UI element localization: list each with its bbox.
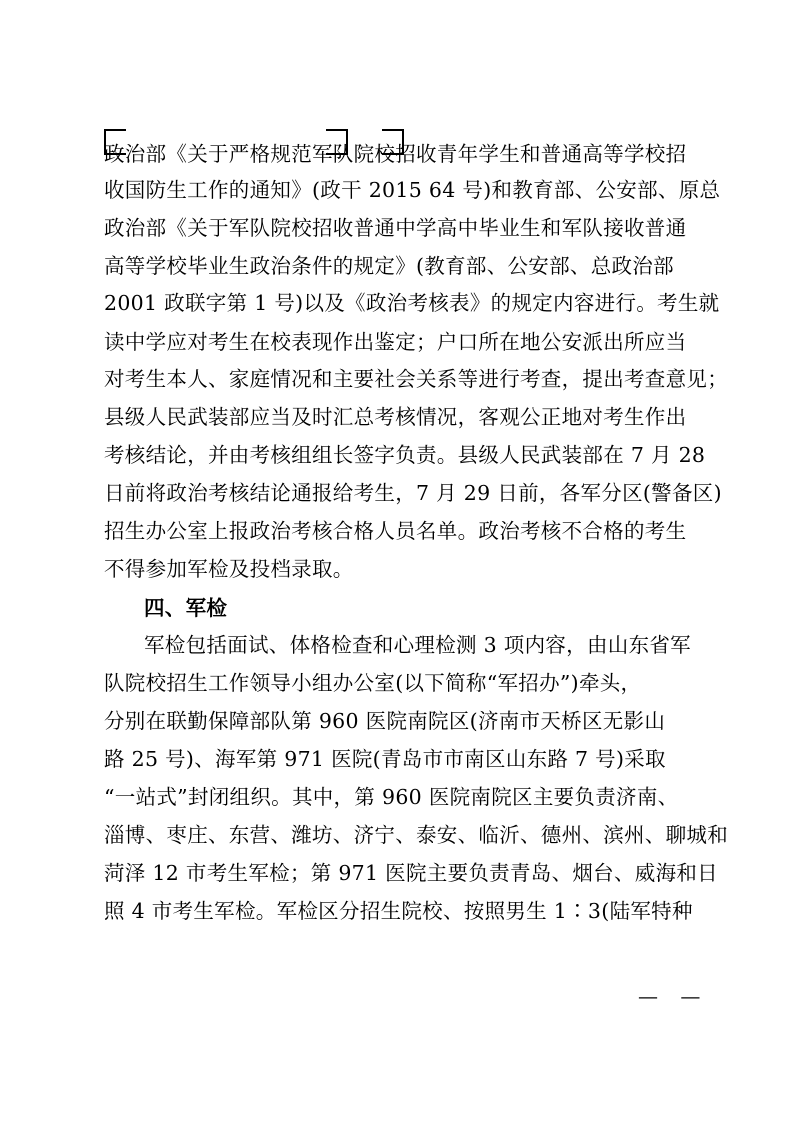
body-line-7: 对考生本人、家庭情况和主要社会关系等进行考查，提出考查意见； <box>104 367 728 391</box>
body-line-4: 高等学校毕业生政治条件的规定》(教育部、公安部、总政治部 <box>104 254 674 278</box>
body-line-1: 政治部《关于严格规范军队院校招收青年学生和普通高等学校招 <box>104 142 687 166</box>
body-line-15: 队院校招生工作领导小组办公室(以下简称“军招办”)牵头， <box>104 671 642 695</box>
body-line-11: 招生办公室上报政治考核合格人员名单。政治考核不合格的考生 <box>104 519 687 543</box>
body-line-6: 读中学应对考生在校表现作出鉴定；户口所在地公安派出所应当 <box>104 330 687 354</box>
body-line-14: 军检包括面试、体格检查和心理检测 3 项内容，由山东省军 <box>144 633 691 657</box>
body-line-10: 日前将政治考核结论通报给考生，7 月 29 日前，各军分区(警备区) <box>104 481 722 505</box>
body-line-18: “一站式”封闭组织。其中，第 960 医院南院区主要负责济南、 <box>104 785 679 809</box>
body-line-3: 政治部《关于军队院校招收普通中学高中毕业生和军队接收普通 <box>104 216 687 240</box>
page-number-marker: — — <box>638 984 709 1008</box>
body-line-17: 路 25 号)、海军第 971 医院(青岛市市南区山东路 7 号)采取 <box>104 747 666 771</box>
body-line-9: 考核结论，并由考核组组长签字负责。县级人民武装部在 7 月 28 <box>104 443 706 467</box>
body-line-12: 不得参加军检及投档录取。 <box>104 557 354 581</box>
body-line-16: 分别在联勤保障部队第 960 医院南院区(济南市天桥区无影山 <box>104 709 666 733</box>
body-line-19: 淄博、枣庄、东营、潍坊、济宁、泰安、临沂、德州、滨州、聊城和 <box>104 823 728 847</box>
body-line-2: 收国防生工作的通知》(政干 2015 64 号)和教育部、公安部、原总 <box>104 178 721 202</box>
section-heading: 四、军检 <box>144 596 228 620</box>
body-line-21: 照 4 市考生军检。军检区分招生院校、按照男生 1∶3(陆军特种 <box>104 899 693 923</box>
body-line-5: 2001 政联字第 1 号)以及《政治考核表》的规定内容进行。考生就 <box>104 291 720 315</box>
body-line-8: 县级人民武装部应当及时汇总考核情况，客观公正地对考生作出 <box>104 405 687 429</box>
body-line-20: 菏泽 12 市考生军检；第 971 医院主要负责青岛、烟台、威海和日 <box>104 861 718 885</box>
